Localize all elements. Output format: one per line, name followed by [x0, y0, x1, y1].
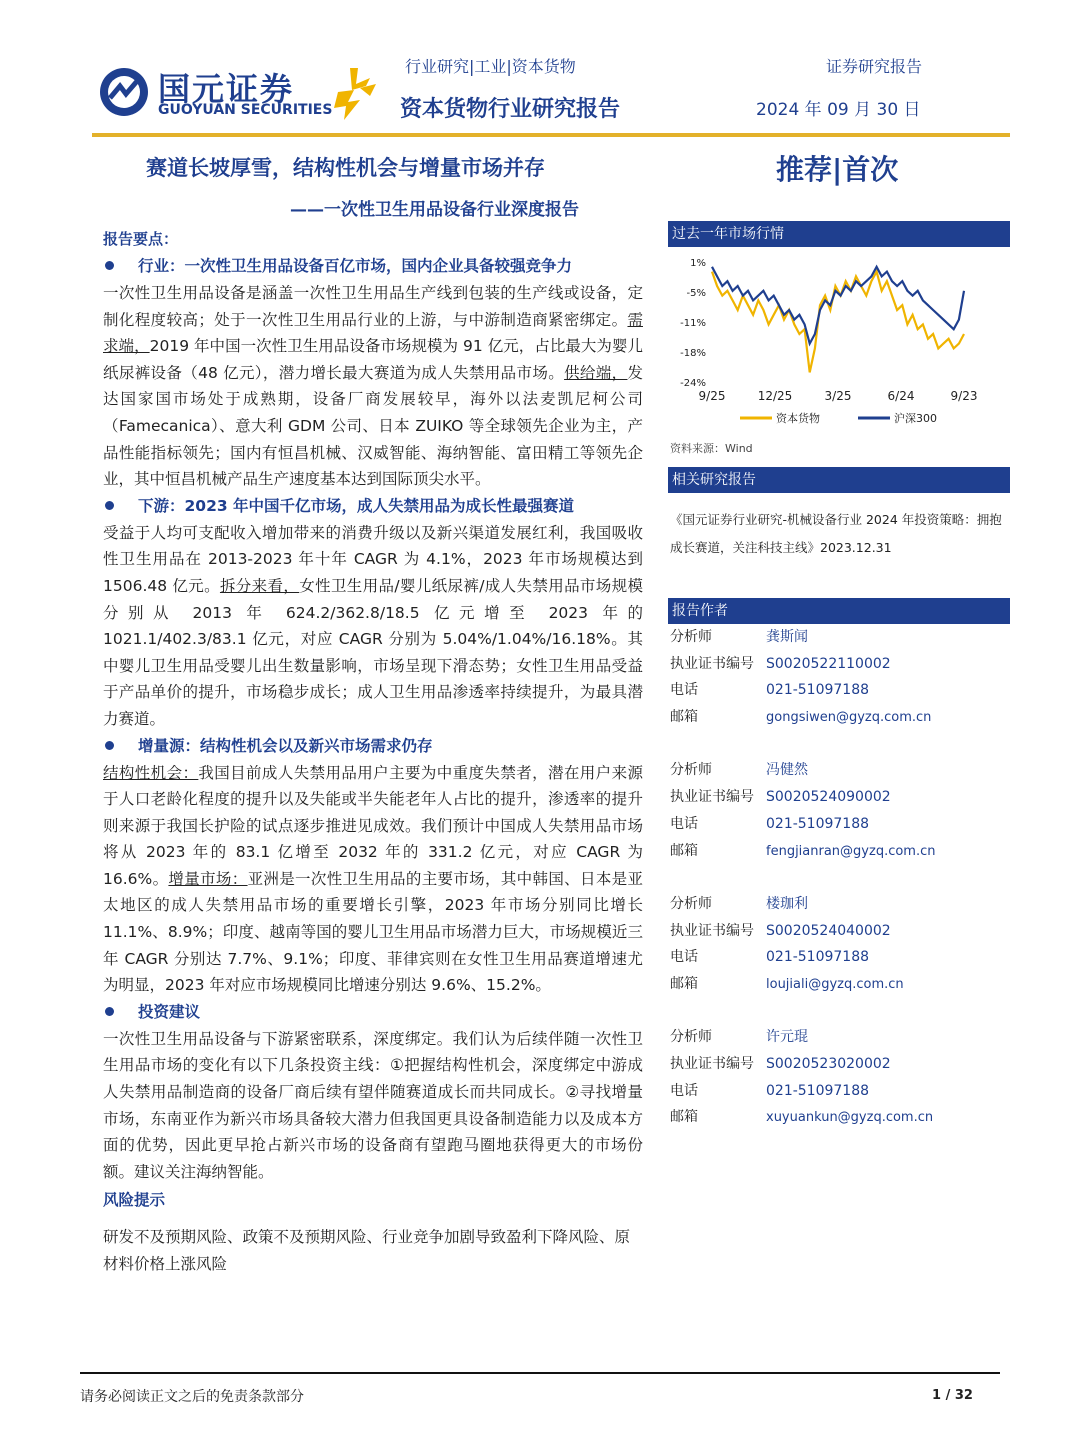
text: 女性卫生用品/婴儿纸尿裤/成人失禁用品市场规模分别从 2013 年 624.2/362.8/18.5 亿元增至 2023 年的 1021.1/402.3/83.1 亿元，对应 CAGR 分别为 5.04%/1.04%/16.18%。其中婴儿卫生用品受婴儿出生数量影响，市场呈现下滑态势；女性卫生用品受益于产品单价的提升，市场稳步成长；成人卫生用品渗透率持续提升，为最具潜力赛道。 [103, 576, 643, 728]
underlined-text: 增量市场： [168, 869, 248, 888]
main-title: 赛道长坡厚雪，结构性机会与增量市场并存 [146, 156, 545, 180]
related-report[interactable]: 《国元证券行业研究-机械设备行业 2024 年投资策略：拥抱成长赛道，关注科技主线》2023.12.31 [670, 512, 1002, 555]
bullet-investment [103, 999, 643, 1026]
header-divider [92, 133, 1010, 137]
label: 电话 [670, 682, 698, 699]
label: 分析师 [670, 1029, 712, 1046]
underlined-text: 结构性机会： [103, 763, 199, 782]
label: 邮箱 [670, 975, 698, 992]
author-row [670, 811, 1010, 838]
bullet-dot-icon [105, 1007, 114, 1016]
cert-number: S0020524090002 [766, 789, 891, 806]
author-row [670, 651, 1010, 678]
risk-text: 研发不及预期风险、政策不及预期风险、行业竞争加剧导致盈利下降风险、原材料价格上涨风险 [103, 1228, 631, 1273]
bullet-title: 下游：2023 年中国千亿市场，成人失禁用品为成长性最强赛道 [138, 496, 575, 515]
phone: 021-51097188 [766, 815, 870, 832]
footer-divider [80, 1372, 1000, 1374]
authors-section-bar: 报告作者 [668, 598, 1010, 624]
email-link[interactable]: loujiali@gyzq.com.cn [766, 976, 904, 992]
related-section-bar: 相关研究报告 [668, 467, 1010, 493]
label: 执业证书编号 [670, 655, 754, 672]
phone: 021-51097188 [766, 1082, 870, 1099]
underlined-text: 需求端， [103, 310, 643, 356]
underlined-text: 供给端， [564, 363, 628, 382]
label: 电话 [670, 1082, 698, 1099]
author-name: 龚斯闻 [766, 629, 808, 645]
label: 分析师 [670, 895, 712, 912]
bullet-industry [103, 253, 643, 280]
author-row [670, 1104, 1010, 1131]
text: 受益于人均可支配收入增加带来的消费升级以及新兴渠道发展红利，我国吸收性卫生用品在 2013-2023 年十年 CAGR 为 4.1%，2023 年市场规模达到 1506.48 亿元。 [103, 523, 643, 595]
author-block [670, 624, 1010, 731]
cert-number: S0020522110002 [766, 655, 891, 672]
author-row [670, 918, 1010, 945]
email-link[interactable]: fengjianran@gyzq.com.cn [766, 843, 936, 859]
y-tick-label: -24% [680, 378, 706, 389]
summary-heading: 报告要点： [103, 230, 179, 248]
author-block [670, 891, 1010, 998]
text: 2019 年中国一次性卫生用品设备市场规模为 91 亿元，占比最大为婴儿纸尿裤设备（48 亿元），潜力增长最大赛道为成人失禁用品市场。 [103, 337, 643, 382]
label: 分析师 [670, 629, 712, 645]
logo-chinese-name: 国元证券 [158, 70, 295, 108]
author-row [670, 1051, 1010, 1078]
author-row [670, 944, 1010, 971]
author-row [670, 784, 1010, 811]
authors-list [670, 624, 1010, 1131]
label: 执业证书编号 [670, 1056, 754, 1072]
company-logo [98, 62, 378, 122]
x-tick-label: 6/24 [887, 389, 915, 403]
text: 一次性卫生用品设备是涵盖一次性卫生用品生产线到包装的生产线或设备，定制化程度较高；处于一次性卫生用品行业的上游，与中游制造商紧密绑定。 [103, 284, 643, 329]
report-header-title: 资本货物行业研究报告 [400, 97, 621, 122]
paragraph-investment: 一次性卫生用品设备与下游紧密联系，深度绑定。我们认为后续伴随一次性卫生用品市场的变化有以下几条投资主线：①把握结构性机会，深度绑定中游成人失禁用品制造商的设备厂商后续有望伴随赛道成长而共同成长。②寻找增量市场，东南亚作为新兴市场具备较大潜力但我国更具设备制造能力以及成本方面的优势，因此更早抢占新兴市场的设备商有望跑马圈地获得更大的市场份额。建议关注海纳智能。 [103, 1029, 643, 1181]
spacer [670, 998, 1010, 1025]
bullet-dot-icon [105, 741, 114, 750]
underlined-text: 拆分来看， [219, 576, 300, 595]
sub-title: ——一次性卫生用品设备行业深度报告 [290, 200, 579, 220]
y-tick-label: -11% [680, 318, 706, 329]
author-name: 许元琨 [766, 1029, 808, 1046]
bullet-downstream [103, 493, 643, 520]
risk-heading: 风险提示 [103, 1191, 166, 1210]
text: 我国目前成人失禁用品用户主要为中重度失禁者，潜在用户来源于人口老龄化程度的提升以及失能或半失能老年人占比的提升，渗透率的提升则来源于我国长护险的试点逐步推进见成效。我们预计中国成人失禁用品市场将从 2023 年的 83.1 亿增至 2032 年的 331.2 亿元，对应 CAGR 为 16.6%。 [103, 763, 643, 888]
y-tick-label: -5% [686, 288, 706, 299]
author-row [670, 677, 1010, 704]
spacer [670, 864, 1010, 891]
y-tick-label: -18% [680, 348, 706, 359]
label: 邮箱 [670, 709, 698, 726]
cert-number: S0020524040002 [766, 922, 891, 939]
report-category: 行业研究|工业|资本货物 [405, 57, 576, 76]
report-type: 证券研究报告 [826, 57, 923, 76]
label: 电话 [670, 815, 698, 832]
report-date: 2024 年 09 月 30 日 [756, 100, 921, 120]
bullet-dot-icon [105, 501, 114, 510]
paragraph-downstream [103, 520, 643, 733]
label: 执业证书编号 [670, 922, 754, 939]
series-line-0 [712, 272, 964, 373]
y-tick-label: 1% [690, 258, 706, 269]
logo-star-icon [330, 68, 378, 120]
author-row [670, 838, 1010, 865]
paragraph-increment [103, 760, 643, 999]
author-name: 冯健然 [766, 762, 808, 779]
bullet-title: 投资建议 [138, 1002, 201, 1021]
author-block [670, 757, 1010, 864]
logo-emblem-icon [98, 66, 150, 118]
email-link[interactable]: gongsiwen@gyzq.com.cn [766, 710, 932, 726]
spacer [670, 731, 1010, 758]
rating: 推荐|首次 [776, 153, 899, 186]
market-chart [668, 252, 1010, 432]
phone: 021-51097188 [766, 682, 870, 699]
author-name: 楼珈利 [766, 895, 808, 912]
page-number: 1 / 32 [932, 1388, 973, 1403]
author-row [670, 704, 1010, 731]
legend-label: 沪深300 [894, 412, 937, 425]
report-summary [103, 226, 643, 1278]
paragraph-industry [103, 280, 643, 493]
label: 执业证书编号 [670, 789, 754, 806]
chart-source: 资料来源：Wind [670, 442, 753, 455]
bullet-increment [103, 733, 643, 760]
cert-number: S0020523020002 [766, 1056, 891, 1072]
x-tick-label: 12/25 [757, 389, 793, 403]
bullet-title: 行业：一次性卫生用品设备百亿市场，国内企业具备较强竞争力 [138, 257, 573, 275]
author-row [670, 891, 1010, 918]
author-row [670, 1078, 1010, 1105]
label: 电话 [670, 949, 698, 966]
bullet-title: 增量源：结构性机会以及新兴市场需求仍存 [138, 736, 433, 755]
label: 分析师 [670, 762, 712, 779]
x-tick-label: 9/25 [698, 389, 726, 403]
phone: 021-51097188 [766, 949, 870, 966]
text: 亚洲是一次性卫生用品的主要市场，其中韩国、日本是亚太地区的成人失禁用品市场的重要增长引擎，2023 年市场分别同比增长 11.1%、8.9%；印度、越南等国的婴儿卫生用品市场潜力巨大，市场规模近三年 CAGR 分别达 7.7%、9.1%；印度、菲律宾则在女性卫生用品赛道增速尤为明显，2023 年对应市场规模同比增速分别达 9.6%、15.2%。 [103, 869, 643, 995]
label: 邮箱 [670, 842, 698, 859]
legend-label: 资本货物 [776, 412, 820, 425]
text: 发达国家国市场处于成熟期，设备厂商发展较早，海外以法麦凯尼柯公司（Famecanica）、意大利 GDM 公司、日本 ZUIKO 等全球领先企业为主，产品性能指标领先；国内有恒昌机械、汉威智能、海纳智能、富田精工等领先企业，其中恒昌机械产品生产速度基本达到国际顶尖水平。 [103, 363, 643, 489]
bullet-dot-icon [105, 261, 114, 270]
author-row [670, 971, 1010, 998]
footer-disclaimer: 请务必阅读正文之后的免责条款部分 [80, 1389, 304, 1405]
x-tick-label: 9/23 [950, 389, 978, 403]
logo-english-name: GUOYUAN SECURITIES [158, 102, 333, 118]
email-link[interactable]: xuyuankun@gyzq.com.cn [766, 1110, 934, 1126]
x-tick-label: 3/25 [824, 389, 852, 403]
author-block [670, 1024, 1010, 1131]
author-row [670, 757, 1010, 784]
label: 邮箱 [670, 1109, 698, 1126]
market-section-bar: 过去一年市场行情 [668, 221, 1010, 247]
author-row [670, 1024, 1010, 1051]
author-row [670, 624, 1010, 651]
